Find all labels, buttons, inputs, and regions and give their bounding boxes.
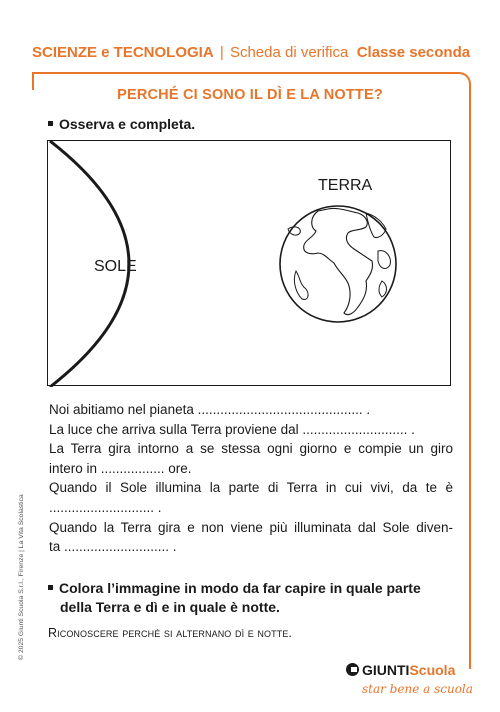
fill-in-line-5: Quando il Sole illumina la parte di Terra in cui vivi, da te è bbox=[49, 480, 453, 496]
publisher-logo bbox=[346, 662, 455, 678]
instruction-observe bbox=[48, 116, 195, 132]
sun-label: SOLE bbox=[94, 258, 137, 275]
bullet-icon bbox=[48, 585, 53, 590]
fill-in-line-1: Noi abitiamo nel pianeta ............................................ . bbox=[49, 402, 371, 417]
grade-label: Classe seconda bbox=[356, 44, 471, 61]
copyright-notice: © 2025 Giunti Scuola S.r.l., Firenze | La Vita Scolastica bbox=[18, 494, 25, 660]
page-title: PERCHÉ CI SONO IL DÌ E LA NOTTE? bbox=[117, 87, 383, 103]
bullet-icon bbox=[48, 121, 53, 126]
subject-label: SCIENZE e TECNOLOGIA bbox=[32, 44, 214, 61]
sheet-type-label: Scheda di verifica bbox=[229, 44, 349, 61]
fill-in-line-4: intero in ................. ore. bbox=[49, 460, 192, 476]
earth-label: TERRA bbox=[318, 177, 373, 194]
logo-brand-part2: Scuola bbox=[409, 662, 456, 678]
fill-in-line-8: ta ............................ . bbox=[49, 539, 177, 555]
fill-in-line-6: ............................ . bbox=[49, 499, 162, 515]
fill-in-paragraph bbox=[49, 400, 453, 557]
fill-in-line-2: La luce che arriva sulla Terra proviene dal ............................ . bbox=[49, 421, 415, 437]
page-header bbox=[32, 44, 470, 61]
fill-in-line-3: La Terra gira intorno a se stessa ogni giorno e compie un giro bbox=[49, 441, 453, 457]
fill-in-line-7: Quando la Terra gira e non viene più illuminata dal Sole diven- bbox=[49, 519, 453, 535]
instruction-observe-text: Osserva e completa. bbox=[59, 116, 196, 132]
learning-objective: Riconoscere perché si alternano dì e notte. bbox=[48, 626, 292, 640]
earth-globe bbox=[280, 206, 396, 322]
instruction-color-line-1: Colora l’immagine in modo da far capire in quale parte bbox=[59, 580, 421, 596]
logo-brand-part1: GIUNTI bbox=[362, 662, 410, 678]
giunti-logo-icon bbox=[346, 663, 359, 676]
sun-earth-illustration bbox=[47, 140, 451, 386]
header-separator: | bbox=[219, 44, 224, 61]
instruction-color bbox=[48, 579, 421, 617]
logo-tagline: star bene a scuola bbox=[362, 682, 473, 696]
instruction-color-line-2: della Terra e dì e in quale è notte. bbox=[60, 599, 280, 615]
